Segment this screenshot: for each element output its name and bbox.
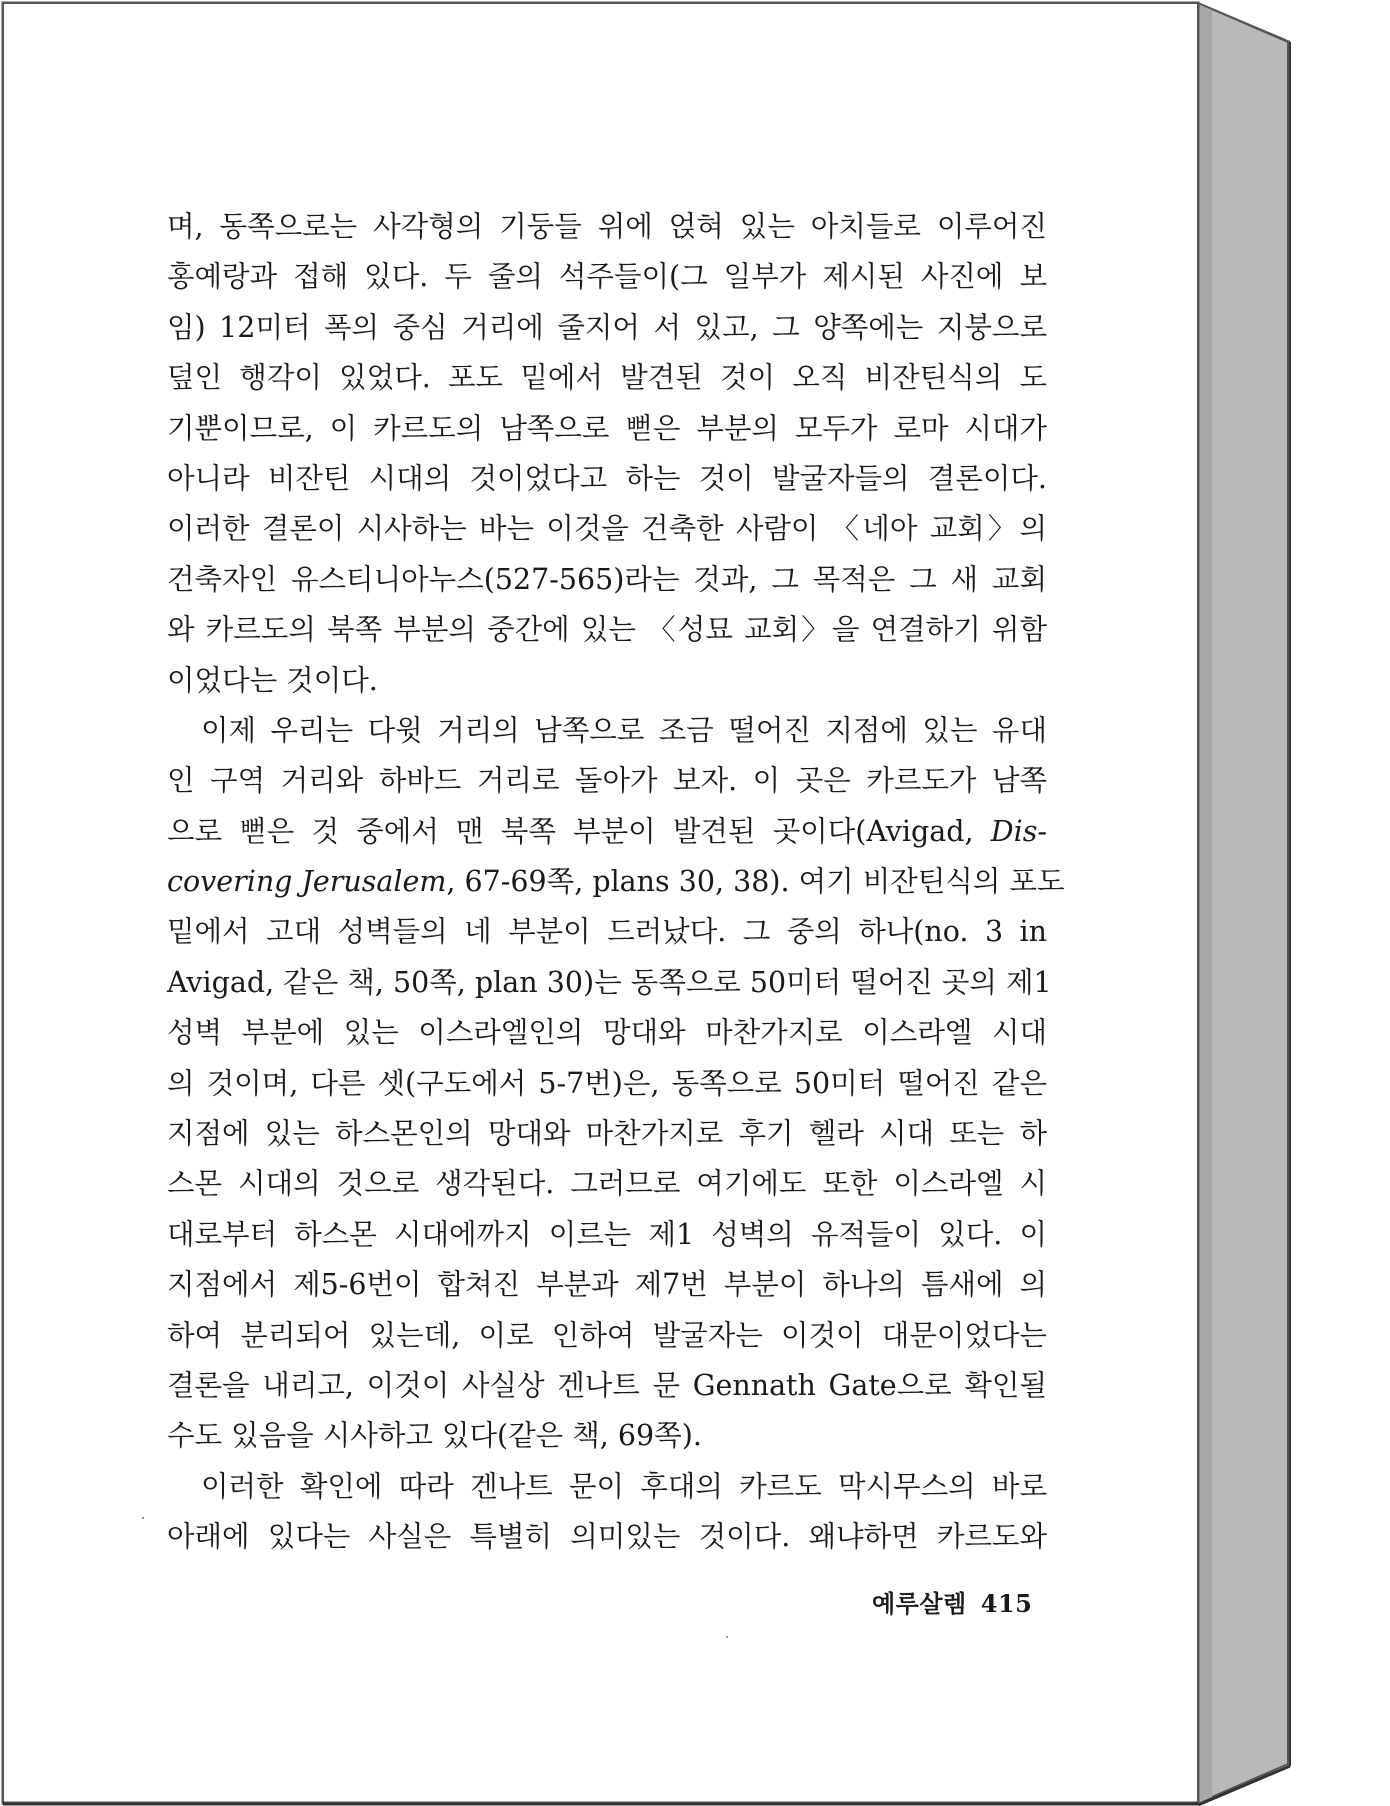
text-line: 스몬 시대의 것으로 생각된다. 그러므로 여기에도 또한 이스라엘 시 (167, 1167, 1047, 1201)
book-page (4, 4, 1197, 1801)
body-text (167, 202, 1065, 1563)
text-line: 의 것이며, 다른 셋(구도에서 5-7번)은, 동쪽으로 50미터 떨어진 같은 (167, 1066, 1047, 1100)
text-line: 아니라 비잔틴 시대의 것이었다고 하는 것이 발굴자들의 결론이다. (167, 461, 1047, 495)
text-line: 며, 동쪽으로는 사각형의 기둥들 위에 얹혀 있는 아치들로 이루어진 (167, 210, 1047, 243)
scan-speck (726, 1636, 728, 1638)
text-line: 이었다는 것이다. (167, 663, 378, 697)
text-line: 성벽 부분에 있는 이스라엘인의 망대와 마찬가지로 이스라엘 시대 (167, 1016, 1047, 1050)
text-line: 건축자인 유스티니아누스(527-565)라는 것과, 그 목적은 그 새 교회 (167, 562, 1047, 596)
text-line: 지점에 있는 하스몬인의 망대와 마찬가지로 후기 헬라 시대 또는 하 (167, 1117, 1047, 1151)
text-line: 아래에 있다는 사실은 특별히 의미있는 것이다. 왜냐하면 카르도와 (167, 1520, 1047, 1554)
text-line: 와 카르도의 북쪽 부분의 중간에 있는 〈성묘 교회〉을 연결하기 위함 (167, 613, 1047, 647)
text-line: 이러한 결론이 시사하는 바는 이것을 건축한 사람이 〈네아 교회〉의 (167, 512, 1047, 546)
text-line: 수도 있음을 시사하고 있다(같은 책, 69쪽). (167, 1419, 702, 1453)
running-head: 예루살렘 (872, 1589, 967, 1618)
text-line: 결론을 내리고, 이것이 사실상 겐나트 문 Gennath Gate으로 확인될 (167, 1368, 1047, 1402)
text-line: 밑에서 고대 성벽들의 네 부분이 드러났다. 그 중의 하나(no. 3 in (167, 915, 1047, 949)
text-line: covering Jerusalem, 67-69쪽, plans 30, 38). 여기 비잔틴식의 포도 (167, 865, 1065, 899)
text-line: 지점에서 제5-6번이 합쳐진 부분과 제7번 부분이 하나의 틈새에 의 (167, 1268, 1047, 1302)
scan-speck (142, 1517, 144, 1519)
text-line: 이러한 확인에 따라 겐나트 문이 후대의 카르도 막시무스의 바로 (201, 1469, 1047, 1503)
text-line: 인 구역 거리와 하바드 거리로 돌아가 보자. 이 곳은 카르도가 남쪽 (167, 764, 1047, 798)
text-line: Avigad, 같은 책, 50쪽, plan 30)는 동쪽으로 50미터 떨어진 곳의 제1 (167, 965, 1052, 999)
text-line: 임) 12미터 폭의 중심 거리에 줄지어 서 있고, 그 양쪽에는 지붕으로 (167, 310, 1047, 344)
text-line: 으로 뻗은 것 중에서 맨 북쪽 부분이 발견된 곳이다(Avigad, Dis- (167, 814, 1047, 848)
page-footer (872, 1584, 1032, 1619)
text-line: 하여 분리되어 있는데, 이로 인하여 발굴자는 이것이 대문이었다는 (167, 1318, 1047, 1352)
text-line: 홍예랑과 접해 있다. 두 줄의 석주들이(그 일부가 제시된 사진에 보 (167, 260, 1047, 294)
page-number: 415 (980, 1589, 1033, 1618)
text-line: 덮인 행각이 있었다. 포도 밑에서 발견된 것이 오직 비잔틴식의 도 (167, 361, 1047, 395)
text-line: 기뿐이므로, 이 카르도의 남쪽으로 뻗은 부분의 모두가 로마 시대가 (167, 411, 1047, 445)
text-line: 이제 우리는 다윗 거리의 남쪽으로 조금 떨어진 지점에 있는 유대 (201, 713, 1047, 747)
text-line: 대로부터 하스몬 시대에까지 이르는 제1 성벽의 유적들이 있다. 이 (167, 1217, 1047, 1251)
